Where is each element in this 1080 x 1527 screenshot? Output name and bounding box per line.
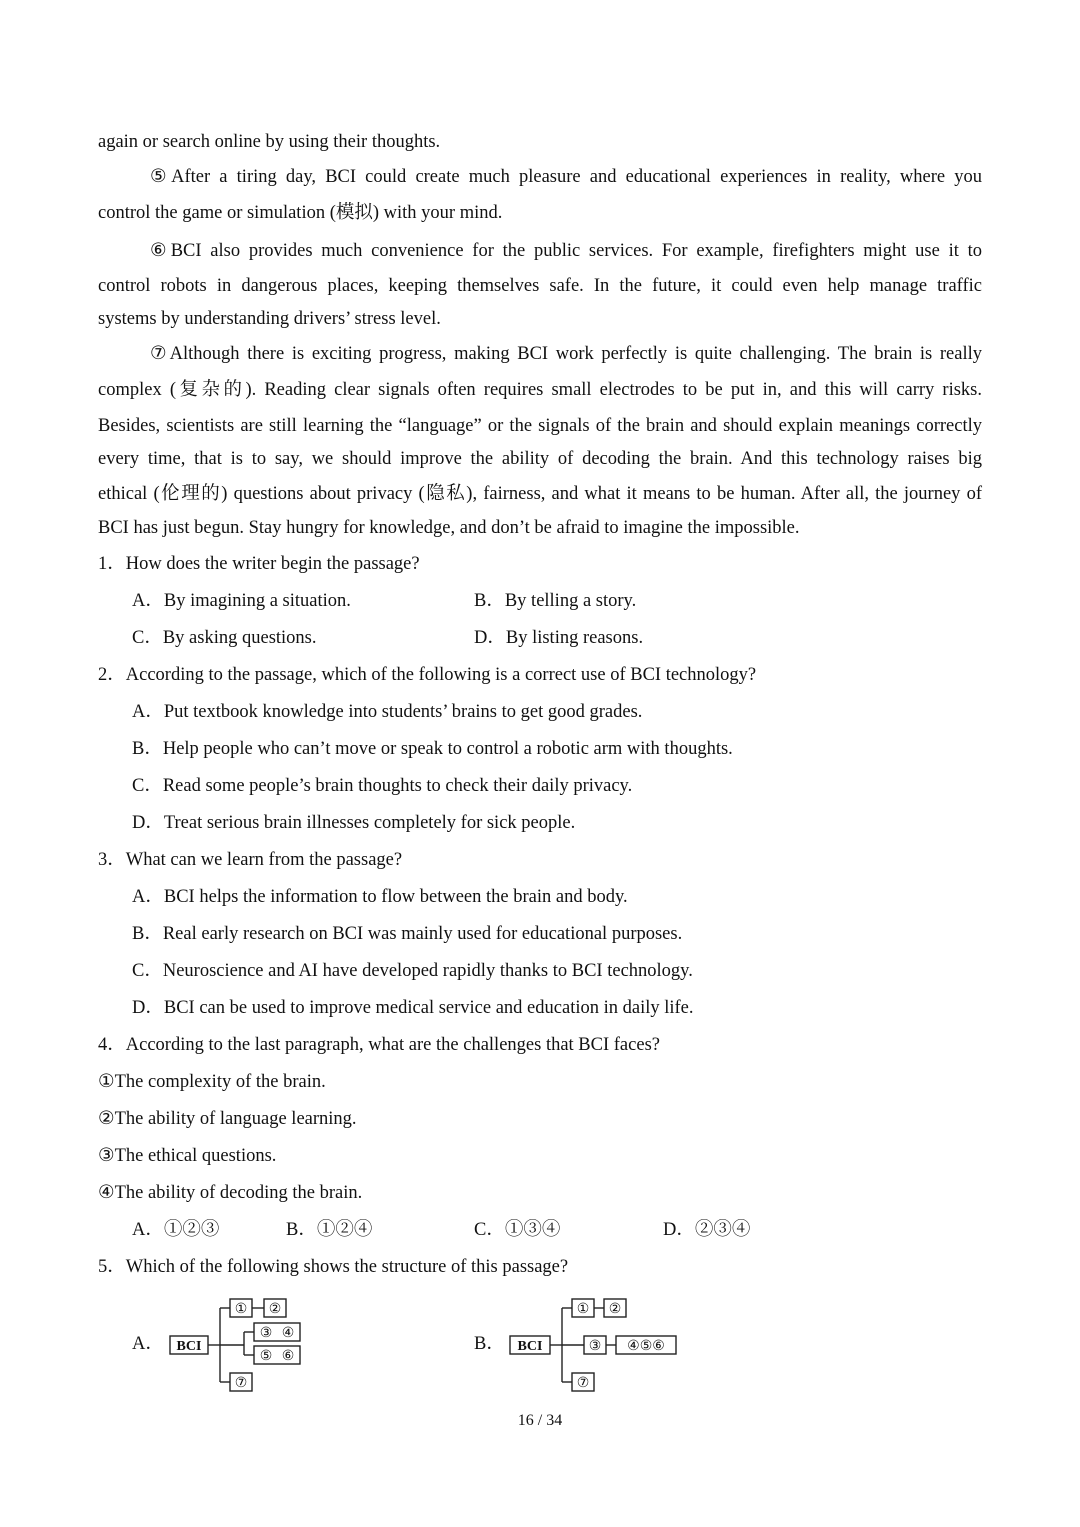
question-4-item: ③The ethical questions. [98, 1146, 277, 1166]
diagram-a-node: ⑦ [234, 1376, 248, 1391]
passage-text: again or search online by using their thoughts. [98, 132, 441, 152]
question-2-option-b[interactable]: B．Help people who can’t move or speak to control a robotic arm with thoughts. [132, 739, 733, 759]
question-2-stem: 2．According to the passage, which of the following is a correct use of BCI technology? [98, 665, 757, 685]
question-2-option-c[interactable]: C．Read some people’s brain thoughts to check their daily privacy. [132, 776, 633, 796]
diagram-b-node: ⑦ [576, 1376, 590, 1391]
diagram-a-node: ② [268, 1302, 282, 1317]
question-3-option-d[interactable]: D．BCI can be used to improve medical service and education in daily life. [132, 998, 694, 1018]
question-1-stem: 1．How does the writer begin the passage? [98, 554, 420, 574]
passage-paragraph-6: ⑥BCI also provides much convenience for the public services. For example, firefighters might use it to [150, 241, 982, 261]
question-4-item: ④The ability of decoding the brain. [98, 1183, 363, 1203]
passage-text: systems by understanding drivers’ stress level. [98, 309, 441, 329]
diagram-a-node: ⑥ [281, 1349, 295, 1364]
question-3-option-b[interactable]: B．Real early research on BCI was mainly used for educational purposes. [132, 924, 683, 944]
question-3-option-a[interactable]: A．BCI helps the information to flow between the brain and body. [132, 887, 628, 907]
question-2-option-a[interactable]: A．Put textbook knowledge into students’ brains to get good grades. [132, 702, 643, 722]
question-5-option-a-label[interactable]: A． [132, 1334, 164, 1354]
page-number: 16 / 34 [517, 1412, 563, 1429]
question-5-option-b-label[interactable]: B． [474, 1334, 505, 1354]
question-5-stem: 5．Which of the following shows the structure of this passage? [98, 1257, 569, 1277]
diagram-b-root: BCI [517, 1339, 543, 1354]
diagram-b-node: ④⑤⑥ [627, 1339, 665, 1354]
question-1-option-c[interactable]: C．By asking questions. [132, 628, 317, 648]
question-2-option-d[interactable]: D．Treat serious brain illnesses completely for sick people. [132, 813, 576, 833]
question-3-stem: 3．What can we learn from the passage? [98, 850, 403, 870]
diagram-a-root: BCI [176, 1339, 202, 1354]
diagram-a-node: ① [234, 1302, 248, 1317]
passage-paragraph-7: ⑦Although there is exciting progress, making BCI work perfectly is quite challenging. The brain is really [150, 344, 982, 364]
question-4-item: ②The ability of language learning. [98, 1109, 357, 1129]
question-4-stem: 4．According to the last paragraph, what are the challenges that BCI faces? [98, 1035, 660, 1055]
question-4-option-b[interactable]: B．①②④ [286, 1220, 373, 1240]
question-1-option-b[interactable]: B．By telling a story. [474, 591, 637, 611]
passage-text: ethical (伦理的) questions about privacy (隐私), fairness, and what it means to be human. After all, the journey of [98, 484, 982, 504]
question-1-option-d[interactable]: D．By listing reasons. [474, 628, 644, 648]
passage-text: control robots in dangerous places, keeping themselves safe. In the future, it could even help manage traffic [98, 276, 982, 296]
passage-text: Besides, scientists are still learning the “language” or the signals of the brain and should explain meanings correctly [98, 416, 982, 436]
diagram-a-node: ⑤ [259, 1349, 273, 1364]
structure-diagram-b[interactable] [508, 1296, 688, 1401]
structure-diagram-a[interactable] [168, 1296, 308, 1401]
question-1-option-a[interactable]: A．By imagining a situation. [132, 591, 351, 611]
question-4-option-d[interactable]: D．②③④ [663, 1220, 751, 1240]
passage-text: control the game or simulation (模拟) with your mind. [98, 203, 503, 223]
diagram-a-node: ③ [259, 1326, 273, 1341]
question-4-option-a[interactable]: A．①②③ [132, 1220, 220, 1240]
diagram-b-node: ③ [588, 1339, 602, 1354]
diagram-a-node: ④ [281, 1326, 295, 1341]
diagram-b-node: ② [608, 1302, 622, 1317]
passage-text: every time, that is to say, we should improve the ability of decoding the brain. And this technology raises big [98, 449, 982, 469]
question-4-option-c[interactable]: C．①③④ [474, 1220, 561, 1240]
passage-paragraph-5: ⑤After a tiring day, BCI could create much pleasure and educational experiences in reality, where you [150, 167, 982, 187]
question-3-option-c[interactable]: C．Neuroscience and AI have developed rapidly thanks to BCI technology. [132, 961, 693, 981]
question-4-item: ①The complexity of the brain. [98, 1072, 326, 1092]
passage-text: complex (复杂的). Reading clear signals often requires small electrodes to be put in, and this will carry risks. [98, 380, 982, 400]
passage-text: BCI has just begun. Stay hungry for knowledge, and don’t be afraid to imagine the impossible. [98, 518, 800, 538]
diagram-b-node: ① [576, 1302, 590, 1317]
